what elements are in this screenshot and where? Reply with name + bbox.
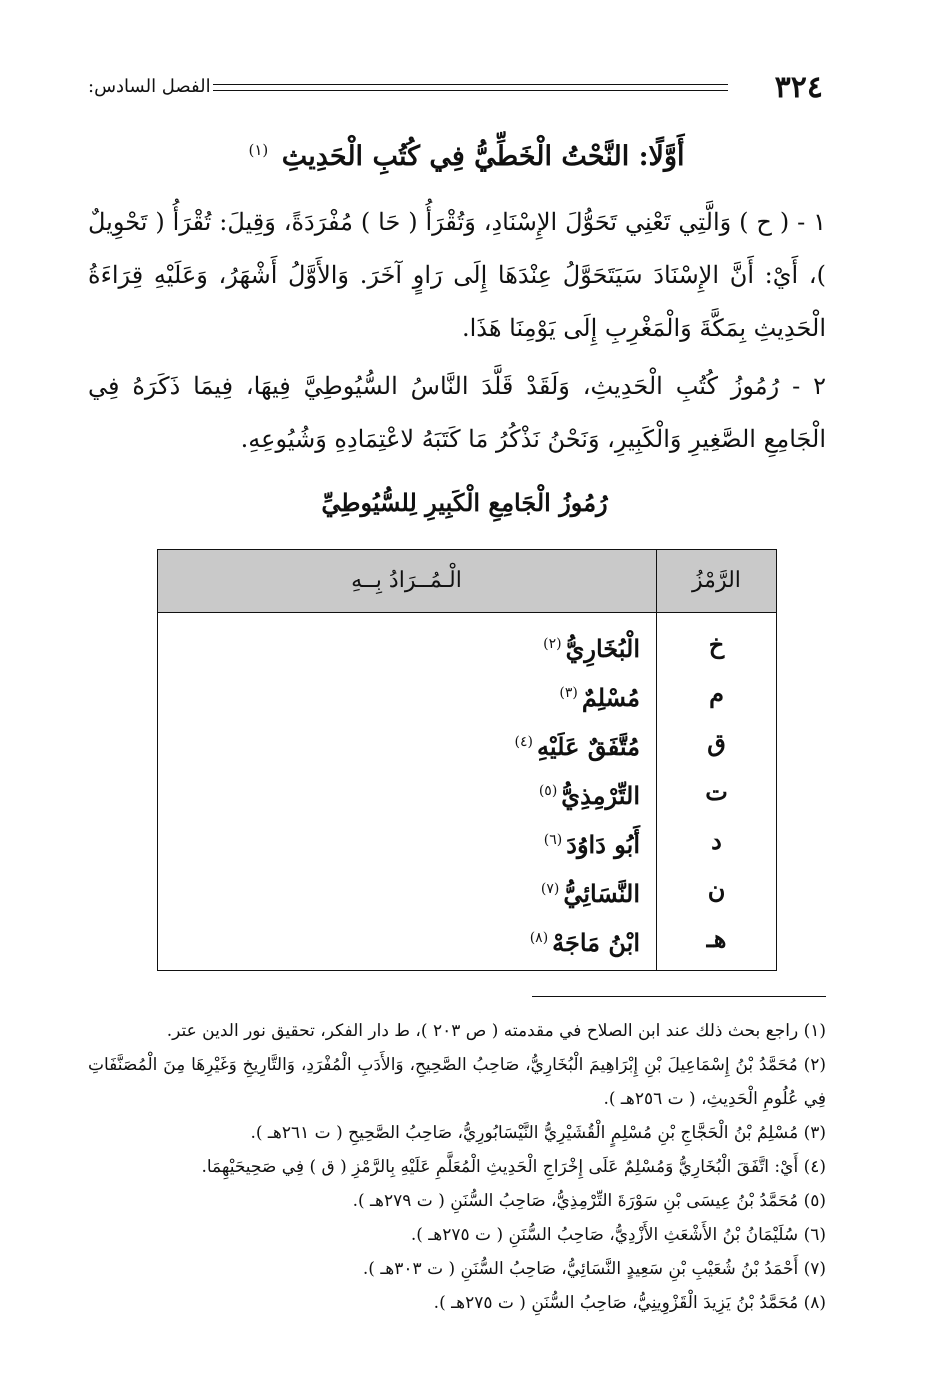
meaning-text: الْبُخَارِيُّ [565,634,640,663]
footnote-2: (٢) مُحَمَّدُ بْنُ إِسْمَاعِيلَ بْنِ إِبْرَاهِيمَ الْبُخَارِيُّ، صَاحِبُ الصَّحِيحِ، وَالأَدَبِ الْمُفْرَدِ، وَالتَّارِيخِ وَغَيْرِهَا مِنَ الْمُصَنَّفَاتِ فِي عُلُومِ الْحَدِيثِ، ( ت ٢٥٦هـ ). [88,1055,826,1109]
section-title-text: أَوَّلًا: النَّحْتُ الْخَطِّيُّ فِي كُتُبِ الْحَدِيثِ [281,141,685,172]
row-footnote-ref: (٥) [538,783,558,799]
row-meaning [539,620,640,673]
chapter-title: الفصل السادس: [88,76,211,97]
footnote-6: (٦) سُلَيْمَانُ بْنُ الأَشْعَثِ الأَزْدِيُّ، صَاحِبُ السُّنَنِ ( ت ٢٧٥هـ ). [410,1225,826,1245]
row-meaning [535,767,640,820]
footnote-7: (٧) أَحْمَدُ بْنُ شُعَيْبِ بْنِ سَعِيدٍ النَّسَائِيُّ، صَاحِبُ السُّنَنِ ( ت ٣٠٣هـ ). [362,1259,826,1279]
table-row [158,816,776,865]
header-code: الرَّمْزُ [692,568,741,593]
table-header [158,550,776,613]
row-code: ن [707,875,726,904]
footnote-separator [532,996,826,997]
paragraph-2: ٢ - رُمُوزُ كُتُبِ الْحَدِيثِ، وَلَقَدْ قَلَّدَ النَّاسُ السُّيُوطِيَّ فِيهَا، فِيمَا ذَكَرَهُ فِي الْجَامِعِ الصَّغِيرِ وَالْكَبِيرِ، وَنَحْنُ نَذْكُرُ مَا كَتَبَهُ لاعْتِمَادِهِ وَشُيُوعِهِ. [88,372,826,453]
row-meaning [537,865,640,918]
footnote-5: (٥) مُحَمَّدُ بْنُ عِيسَى بْنِ سَوْرَةَ التِّرْمِذِيُّ، صَاحِبُ السُّنَنِ ( ت ٢٧٩هـ ). [352,1191,826,1211]
header-meaning: الْـمُــرَادُ بِــهِ [351,568,462,593]
row-code: م [709,679,724,708]
section-footnote-ref: (١) [248,141,269,159]
row-code: د [711,826,722,855]
footnote-3: (٣) مُسْلِمُ بْنُ الْحَجَّاجِ بْنِ مُسْلِمٍ الْقُشَيْرِيُّ النَّيْسَابُورِيُّ، صَاحِبُ الصَّحِيحِ ( ت ٢٦١هـ ). [250,1123,826,1143]
footnote-4: (٤) أَيْ: اتَّفَقَ الْبُخَارِيُّ وَمُسْلِمٌ عَلَى إِخْرَاجِ الْحَدِيثِ الْمُعَلَّمِ عَلَيْهِ بِالرَّمْزِ ( ق ) فِي صَحِيحَيْهِمَا. [201,1157,826,1177]
row-footnote-ref: (٦) [543,832,563,848]
row-code: خ [708,630,725,659]
symbols-table [157,549,777,971]
row-footnote-ref: (٣) [559,685,578,701]
row-meaning [540,816,640,869]
row-code: ق [707,728,726,757]
row-code: ت [705,777,728,806]
row-meaning [555,669,640,722]
footnote-8: (٨) مُحَمَّدُ بْنُ يَزِيدَ الْقَزْوِينِيُّ، صَاحِبُ السُّنَنِ ( ت ٢٧٥هـ ). [433,1293,826,1313]
meaning-text: النَّسَائِيُّ [563,879,640,908]
meaning-text: مُتَّفَقٌ عَلَيْهِ [537,732,640,761]
table-row [158,865,776,914]
table-row [158,914,776,963]
footnotes [88,1014,826,1320]
table-row [158,669,776,718]
page-header [88,70,823,106]
table-row [158,718,776,767]
row-footnote-ref: (٤) [514,734,534,750]
row-meaning [511,718,640,771]
paragraph-1: ١ - ( ح ) وَالَّتِي تَعْنِي تَحَوُّلَ الإِسْنَادِ، وَتُقْرَأُ ( حَا ) مُفْرَدَةً، وَقِيلَ: تُقْرَأُ ( تَحْوِيلٌ )، أَيْ: أَنَّ الإِسْنَادَ سَيَتَحَوَّلُ عِنْدَهَا إِلَى رَاوٍ آخَرَ. وَالأَوَّلُ أَشْهَرُ، وَعَلَيْهِ قِرَاءَةُ الْحَدِيثِ بِمَكَّةَ وَالْمَغْرِبِ إِلَى يَوْمِنَا هَذَا. [88,208,826,342]
footnote-1: (١) راجع بحث ذلك عند ابن الصلاح في مقدمته ( ص ٢٠٣ )، ط دار الفكر، تحقيق نور الدين عتر. [166,1021,826,1041]
row-footnote-ref: (٧) [540,881,560,897]
section-title [0,128,929,179]
meaning-text: ابْنُ مَاجَهْ [552,928,640,957]
row-footnote-ref: (٢) [543,636,562,652]
row-footnote-ref: (٨) [529,930,549,946]
table-body [158,620,776,963]
header-rule [213,84,728,91]
row-code: هـ [706,924,727,953]
table-row [158,620,776,669]
table-title: رُمُوزُ الْجَامِعِ الْكَبِيرِ لِلسُّيُوطِيِّ [321,488,608,517]
meaning-text: التِّرْمِذِيُّ [561,781,640,810]
meaning-text: أَبُو دَاوُدَ [566,830,640,859]
page-number: ٣٢٤ [774,70,823,105]
row-meaning [526,914,640,967]
meaning-text: مُسْلِمٌ [581,683,640,712]
table-row [158,767,776,816]
